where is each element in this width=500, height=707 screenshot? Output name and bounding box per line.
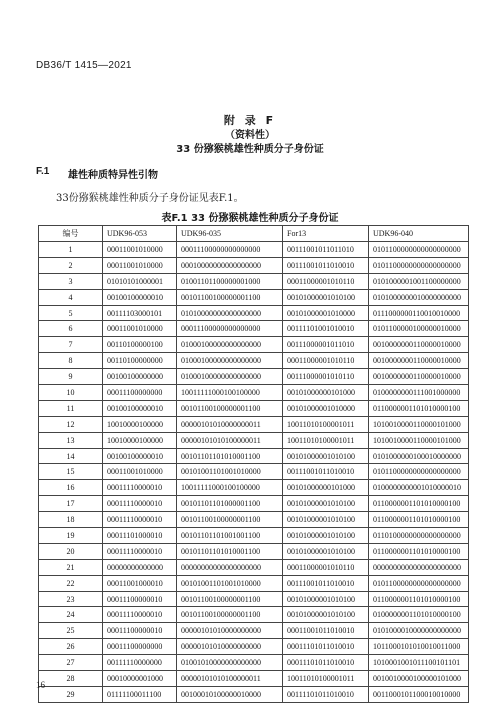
table-cell: 0101000001001100000000 bbox=[369, 273, 469, 289]
table-cell: 00011110000010 bbox=[103, 480, 177, 496]
table-row bbox=[39, 496, 469, 512]
table-cell: 10011010100001011 bbox=[283, 671, 369, 687]
table-cell: 00101000001010100 bbox=[283, 528, 369, 544]
table-cell: 1010001001011100101101 bbox=[369, 655, 469, 671]
table-cell: 00101000001010100 bbox=[283, 607, 369, 623]
table-cell: 00011101011010010 bbox=[283, 655, 369, 671]
page-number: 16 bbox=[36, 680, 45, 690]
table-cell: 10011111000100100000 bbox=[177, 480, 283, 496]
table-cell: 0110000001101010000100 bbox=[369, 400, 469, 416]
intro-paragraph: 33份猕猴桃雄性种质分子身份证见表F.1。 bbox=[56, 193, 244, 204]
table-cell: 00110100000000 bbox=[103, 353, 177, 369]
table-cell: 00011001010000 bbox=[103, 464, 177, 480]
table-row bbox=[39, 528, 469, 544]
table-cell: 00101000001010100 bbox=[283, 448, 369, 464]
table-cell: 24 bbox=[39, 607, 103, 623]
table-cell: 00011100000010 bbox=[103, 591, 177, 607]
header-cell-udk96-040: UDK96-040 bbox=[369, 226, 469, 242]
table-cell: 00000101010000000011 bbox=[177, 416, 283, 432]
table-row bbox=[39, 464, 469, 480]
table-cell: 25 bbox=[39, 623, 103, 639]
table-cell: 00000000000000 bbox=[103, 559, 177, 575]
table-cell: 1010010000110000101000 bbox=[369, 416, 469, 432]
table-cell: 6 bbox=[39, 321, 103, 337]
table-cell: 19 bbox=[39, 528, 103, 544]
table-row bbox=[39, 512, 469, 528]
table-cell: 00101101101000001100 bbox=[177, 496, 283, 512]
table-cell: 00011001011010010 bbox=[283, 623, 369, 639]
table-row bbox=[39, 257, 469, 273]
table-cell: 12 bbox=[39, 416, 103, 432]
table-cell: 00110100000100 bbox=[103, 337, 177, 353]
table-cell: 00101100100000001100 bbox=[177, 512, 283, 528]
table-cell: 20 bbox=[39, 543, 103, 559]
table-cell: 00101000001010000 bbox=[283, 400, 369, 416]
table-cell: 1011000101010010011000 bbox=[369, 639, 469, 655]
table-cell: 0101100000000000000000 bbox=[369, 242, 469, 258]
table-cell: 00011001010000 bbox=[103, 242, 177, 258]
table-cell: 00011110000010 bbox=[103, 607, 177, 623]
table-cell: 00101100100000001100 bbox=[177, 400, 283, 416]
table-cell: 0011000101100010010000 bbox=[369, 686, 469, 702]
table-cell: 18 bbox=[39, 512, 103, 528]
table-cell: 00111000001011010 bbox=[283, 337, 369, 353]
table-cell: 23 bbox=[39, 591, 103, 607]
table-cell: 00011100000010 bbox=[103, 623, 177, 639]
table-cell: 0010000000110000010000 bbox=[369, 353, 469, 369]
table-cell: 00101101101010001100 bbox=[177, 543, 283, 559]
table-row bbox=[39, 273, 469, 289]
table-cell: 00100010100000010000 bbox=[177, 686, 283, 702]
table-cell: 0100000000001010000010 bbox=[369, 480, 469, 496]
table-cell: 01010000000000000000 bbox=[177, 305, 283, 321]
table-cell: 00101000001010000 bbox=[283, 305, 369, 321]
table-row bbox=[39, 480, 469, 496]
table-cell: 00100100000000 bbox=[103, 369, 177, 385]
table-cell: 01001010000000000000 bbox=[177, 655, 283, 671]
table-cell: 0110000001101010000100 bbox=[369, 496, 469, 512]
header-cell-for13: For13 bbox=[283, 226, 369, 242]
table-cell: 00101000001010100 bbox=[283, 543, 369, 559]
table-cell: 0101100000000000000000 bbox=[369, 257, 469, 273]
table-cell: 0101000000010000000000 bbox=[369, 289, 469, 305]
table-row bbox=[39, 575, 469, 591]
table-cell: 00011100000000 bbox=[103, 639, 177, 655]
table-cell: 00011001010000 bbox=[103, 321, 177, 337]
table-cell: 4 bbox=[39, 289, 103, 305]
table-cell: 00101000001010100 bbox=[283, 512, 369, 528]
table-cell: 10010000100000 bbox=[103, 416, 177, 432]
table-cell: 00111103000101 bbox=[103, 305, 177, 321]
table-cell: 00101001101001010000 bbox=[177, 464, 283, 480]
table-cell: 13 bbox=[39, 432, 103, 448]
table-cell: 01000100000000000000 bbox=[177, 353, 283, 369]
table-row bbox=[39, 543, 469, 559]
table-cell: 01000100000000000000 bbox=[177, 337, 283, 353]
table-cell: 00101100100000001100 bbox=[177, 591, 283, 607]
table-cell: 1 bbox=[39, 242, 103, 258]
table-cell: 00101000001010100 bbox=[283, 289, 369, 305]
appendix-nature: （资料性） bbox=[225, 130, 275, 141]
table-cell: 00011101000010 bbox=[103, 528, 177, 544]
table-row bbox=[39, 242, 469, 258]
table-cell: 0110100000000000000000 bbox=[369, 528, 469, 544]
table-cell: 00101000001010100 bbox=[283, 496, 369, 512]
table-cell: 01000100000000000000 bbox=[177, 369, 283, 385]
appendix-label: 附 录 F bbox=[223, 114, 277, 127]
table-cell: 11 bbox=[39, 400, 103, 416]
table-cell: 00111110000000 bbox=[103, 655, 177, 671]
table-cell: 00010000001000 bbox=[103, 671, 177, 687]
table-cell: 0101000010000000000000 bbox=[369, 623, 469, 639]
table-cell: 10010000100000 bbox=[103, 432, 177, 448]
table-cell: 00111001011010010 bbox=[283, 464, 369, 480]
table-row bbox=[39, 385, 469, 401]
table-cell: 00111001011010010 bbox=[283, 257, 369, 273]
table-cell: 01010101000001 bbox=[103, 273, 177, 289]
table-row bbox=[39, 607, 469, 623]
table-row bbox=[39, 321, 469, 337]
table-cell: 00101000001010100 bbox=[283, 591, 369, 607]
table-cell: 14 bbox=[39, 448, 103, 464]
table-cell: 00011101011010010 bbox=[283, 639, 369, 655]
header-cell-number: 编号 bbox=[39, 226, 103, 242]
table-cell: 17 bbox=[39, 496, 103, 512]
table-cell: 0101100000000000000000 bbox=[369, 575, 469, 591]
table-row bbox=[39, 623, 469, 639]
table-cell: 0110000001101010000100 bbox=[369, 591, 469, 607]
table-row bbox=[39, 369, 469, 385]
id-table bbox=[38, 225, 469, 703]
table-cell: 16 bbox=[39, 480, 103, 496]
table-cell: 00000101010000000000 bbox=[177, 639, 283, 655]
table-cell: 00101100100000001100 bbox=[177, 289, 283, 305]
table-cell: 00100100000010 bbox=[103, 448, 177, 464]
table-cell: 7 bbox=[39, 337, 103, 353]
table-cell: 00101101101010001100 bbox=[177, 448, 283, 464]
table-caption: 表F.1 33 份猕猴桃雄性种质分子身份证 bbox=[161, 213, 339, 224]
table-cell: 0111000000110010010000 bbox=[369, 305, 469, 321]
table-row bbox=[39, 591, 469, 607]
table-cell: 00011100000000000000 bbox=[177, 321, 283, 337]
table-cell: 00101101101001001100 bbox=[177, 528, 283, 544]
table-cell: 0101100000100000010000 bbox=[369, 321, 469, 337]
table-cell: 0010000000110000010000 bbox=[369, 369, 469, 385]
table-cell: 00011110000010 bbox=[103, 496, 177, 512]
appendix-title: 33 份猕猴桃雄性种质分子身份证 bbox=[176, 144, 324, 155]
table-cell: 8 bbox=[39, 353, 103, 369]
table-cell: 00000101010000000000 bbox=[177, 623, 283, 639]
table-row bbox=[39, 305, 469, 321]
table-cell: 27 bbox=[39, 655, 103, 671]
table-row bbox=[39, 432, 469, 448]
table-cell: 22 bbox=[39, 575, 103, 591]
table-cell: 9 bbox=[39, 369, 103, 385]
table-row bbox=[39, 289, 469, 305]
section-number: F.1 bbox=[36, 166, 50, 177]
table-cell: 00101000000101000 bbox=[283, 385, 369, 401]
table-cell: 00011110000010 bbox=[103, 543, 177, 559]
table-cell: 00000101010100000011 bbox=[177, 432, 283, 448]
table-cell: 01111100011100 bbox=[103, 686, 177, 702]
table-cell: 28 bbox=[39, 671, 103, 687]
table-cell: 00000000000000000000 bbox=[177, 559, 283, 575]
table-cell: 00111101011010010 bbox=[283, 686, 369, 702]
header-cell-udk96-035: UDK96-035 bbox=[177, 226, 283, 242]
table-cell: 00011000001010110 bbox=[283, 273, 369, 289]
table-row bbox=[39, 337, 469, 353]
table-cell: 00000101010100000011 bbox=[177, 671, 283, 687]
table-row bbox=[39, 639, 469, 655]
table-cell: 15 bbox=[39, 464, 103, 480]
table-cell: 2 bbox=[39, 257, 103, 273]
table-cell: 0101000000100010000000 bbox=[369, 448, 469, 464]
table-cell: 00011110000010 bbox=[103, 512, 177, 528]
table-cell: 00111001011011010 bbox=[283, 242, 369, 258]
table-cell: 21 bbox=[39, 559, 103, 575]
table-cell: 00011100000000000000 bbox=[177, 242, 283, 258]
table-cell: 0010010000100000101000 bbox=[369, 671, 469, 687]
table-cell: 00011001000010 bbox=[103, 575, 177, 591]
table-cell: 00101000000101000 bbox=[283, 480, 369, 496]
table-row bbox=[39, 400, 469, 416]
table-cell: 10011010100001011 bbox=[283, 432, 369, 448]
table-row bbox=[39, 448, 469, 464]
table-cell: 10011010100001011 bbox=[283, 416, 369, 432]
table-cell: 00011000001010110 bbox=[283, 353, 369, 369]
table-row bbox=[39, 353, 469, 369]
table-cell: 00111001011010010 bbox=[283, 575, 369, 591]
table-cell: 0110000001101010000100 bbox=[369, 512, 469, 528]
section-title: 雄性种质特异性引物 bbox=[68, 170, 158, 181]
table-row bbox=[39, 671, 469, 687]
table-cell: 5 bbox=[39, 305, 103, 321]
table-cell: 0110000001101010000100 bbox=[369, 543, 469, 559]
table-row bbox=[39, 559, 469, 575]
table-cell: 29 bbox=[39, 686, 103, 702]
table-cell: 00101100100000001100 bbox=[177, 607, 283, 623]
table-cell: 0010000000110000010000 bbox=[369, 337, 469, 353]
table-cell: 0100000000111001000000 bbox=[369, 385, 469, 401]
table-row bbox=[39, 655, 469, 671]
table-cell: 0100000001101010000100 bbox=[369, 607, 469, 623]
table-cell: 1010010000110000101000 bbox=[369, 432, 469, 448]
table-cell: 26 bbox=[39, 639, 103, 655]
table-cell: 0101100000000000000000 bbox=[369, 464, 469, 480]
table-cell: 01001101100000001000 bbox=[177, 273, 283, 289]
table-row bbox=[39, 686, 469, 702]
table-cell: 00111000001010110 bbox=[283, 369, 369, 385]
doc-code: DB36/T 1415—2021 bbox=[36, 60, 132, 71]
header-cell-udk96-053: UDK96-053 bbox=[103, 226, 177, 242]
table-cell: 00101001101001010000 bbox=[177, 575, 283, 591]
table-cell: 0000000000000000000000 bbox=[369, 559, 469, 575]
table-cell: 10 bbox=[39, 385, 103, 401]
table-cell: 00111101001010010 bbox=[283, 321, 369, 337]
table-cell: 10011111000100100000 bbox=[177, 385, 283, 401]
table-cell: 00011001010000 bbox=[103, 257, 177, 273]
table-row bbox=[39, 416, 469, 432]
table-cell: 00011100000000 bbox=[103, 385, 177, 401]
table-cell: 00010000000000000000 bbox=[177, 257, 283, 273]
table-cell: 00100100000010 bbox=[103, 400, 177, 416]
table-header-row bbox=[39, 226, 469, 242]
table-cell: 3 bbox=[39, 273, 103, 289]
table-cell: 00100100000010 bbox=[103, 289, 177, 305]
table-cell: 00011000001010110 bbox=[283, 559, 369, 575]
